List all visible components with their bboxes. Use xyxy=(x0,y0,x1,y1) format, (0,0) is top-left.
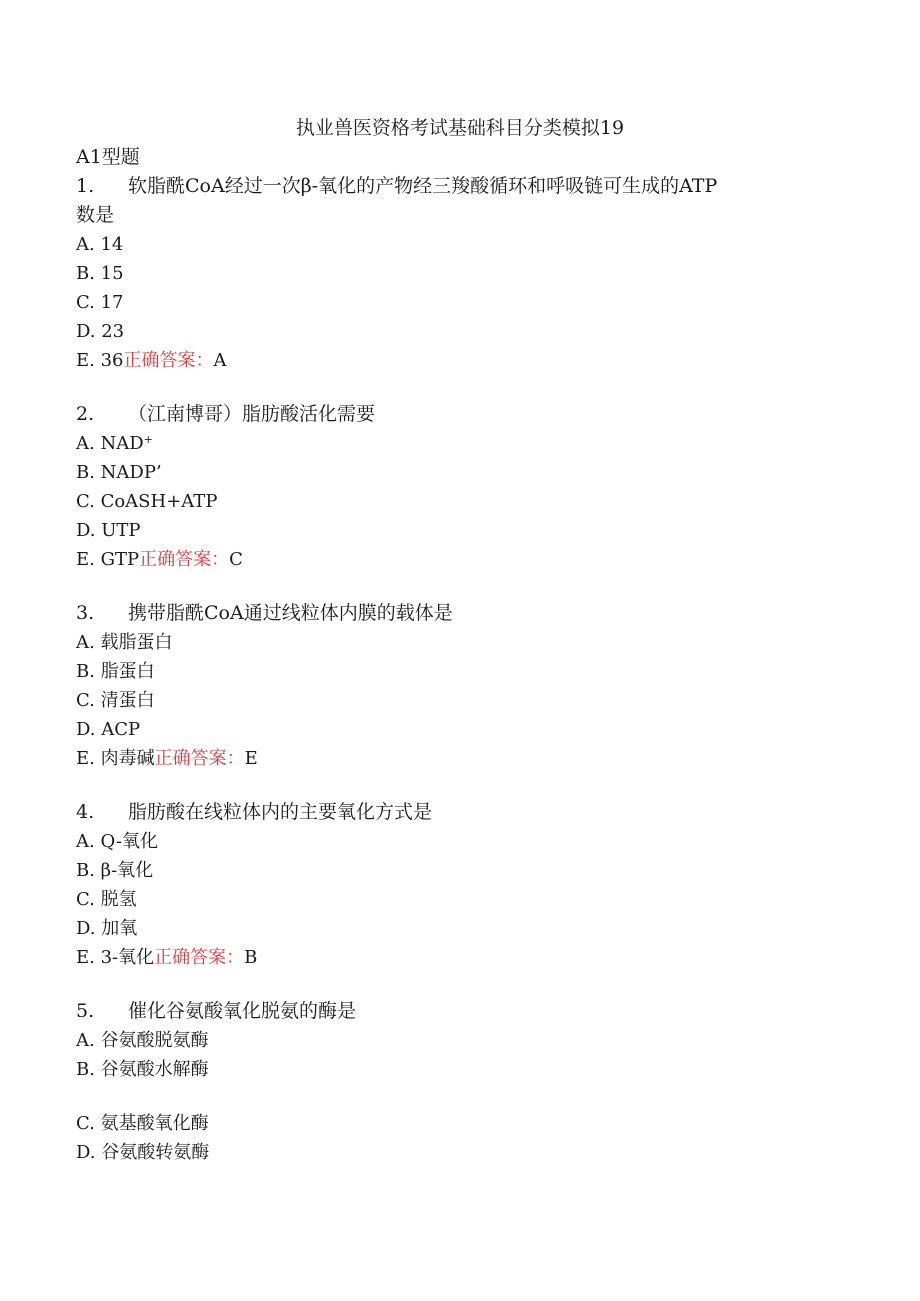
option-d: D. 23 xyxy=(76,321,125,342)
question-number: 5. xyxy=(76,1000,95,1022)
answer-label: 正确答案： xyxy=(139,549,230,570)
spacer xyxy=(76,375,836,400)
option-a: A. Q-氧化 xyxy=(76,831,158,852)
spacer xyxy=(76,1084,836,1109)
question-number: 3. xyxy=(76,602,95,624)
option-e: E. 3-氧化 xyxy=(76,947,155,968)
option-e: E. 肉毒碱 xyxy=(76,748,155,769)
option-c: C. 氨基酸氧化酶 xyxy=(76,1113,209,1134)
question-2 xyxy=(76,400,836,574)
option-a xyxy=(76,429,836,458)
option-b: B. 脂蛋白 xyxy=(76,661,155,682)
option-c: C. CoASH+ATP xyxy=(76,491,218,512)
question-4 xyxy=(76,798,836,972)
option-b: B. 谷氨酸水解酶 xyxy=(76,1059,209,1080)
question-number: 1. xyxy=(76,175,95,197)
option-a-text: A. NAD xyxy=(76,433,144,454)
answer-value: E xyxy=(244,748,258,769)
question-text: 携带脂酰CoA通过线粒体内膜的载体是 xyxy=(128,602,453,624)
answer-value: C xyxy=(229,549,243,570)
option-a: A. 载脂蛋白 xyxy=(76,632,173,653)
question-stem xyxy=(76,599,836,628)
spacer xyxy=(76,574,836,599)
question-text: 催化谷氨酸氧化脱氨的酶是 xyxy=(128,1000,357,1022)
question-stem xyxy=(76,997,836,1026)
question-text: （江南博哥）脂肪酸活化需要 xyxy=(128,403,376,425)
option-e-with-answer xyxy=(76,943,836,972)
option-a: A. 谷氨酸脱氨酶 xyxy=(76,1030,209,1051)
answer-value: B xyxy=(244,947,258,968)
spacer xyxy=(76,773,836,798)
question-stem xyxy=(76,400,836,429)
question-number: 2. xyxy=(76,403,95,425)
option-e: E. GTP xyxy=(76,549,140,570)
option-e-with-answer xyxy=(76,346,836,375)
option-d: D. UTP xyxy=(76,520,141,541)
option-e-with-answer xyxy=(76,744,836,773)
option-e-with-answer xyxy=(76,545,836,574)
option-c: C. 17 xyxy=(76,292,124,313)
question-text: 软脂酰CoA经过一次β-氧化的产物经三羧酸循环和呼吸链可生成的ATP xyxy=(128,175,718,197)
question-text: 脂肪酸在线粒体内的主要氧化方式是 xyxy=(128,801,433,823)
option-b: B. 15 xyxy=(76,263,124,284)
question-stem xyxy=(76,172,836,201)
spacer xyxy=(76,972,836,997)
question-list xyxy=(76,172,836,1167)
answer-label: 正确答案： xyxy=(154,947,245,968)
option-d: D. 加氧 xyxy=(76,918,138,939)
answer-value: A xyxy=(213,350,227,371)
option-c: C. 清蛋白 xyxy=(76,690,155,711)
section-label: A1型题 xyxy=(76,146,140,168)
superscript-plus: + xyxy=(143,433,153,446)
option-d: D. 谷氨酸转氨酶 xyxy=(76,1142,210,1163)
answer-label: 正确答案： xyxy=(154,748,245,769)
option-a: A. 14 xyxy=(76,234,124,255)
question-3 xyxy=(76,599,836,773)
page-title: 执业兽医资格考试基础科目分类模拟19 xyxy=(295,117,625,139)
option-c: C. 脱氢 xyxy=(76,889,137,910)
question-stem xyxy=(76,798,836,827)
question-1 xyxy=(76,172,836,375)
option-b: B. NADP’ xyxy=(76,462,162,483)
question-text-continued: 数是 xyxy=(76,204,115,226)
question-5 xyxy=(76,997,836,1167)
question-number: 4. xyxy=(76,801,95,823)
option-e: E. 36 xyxy=(76,350,124,371)
option-d: D. ACP xyxy=(76,719,141,740)
option-b: B. β-氧化 xyxy=(76,860,154,881)
answer-label: 正确答案： xyxy=(123,350,214,371)
